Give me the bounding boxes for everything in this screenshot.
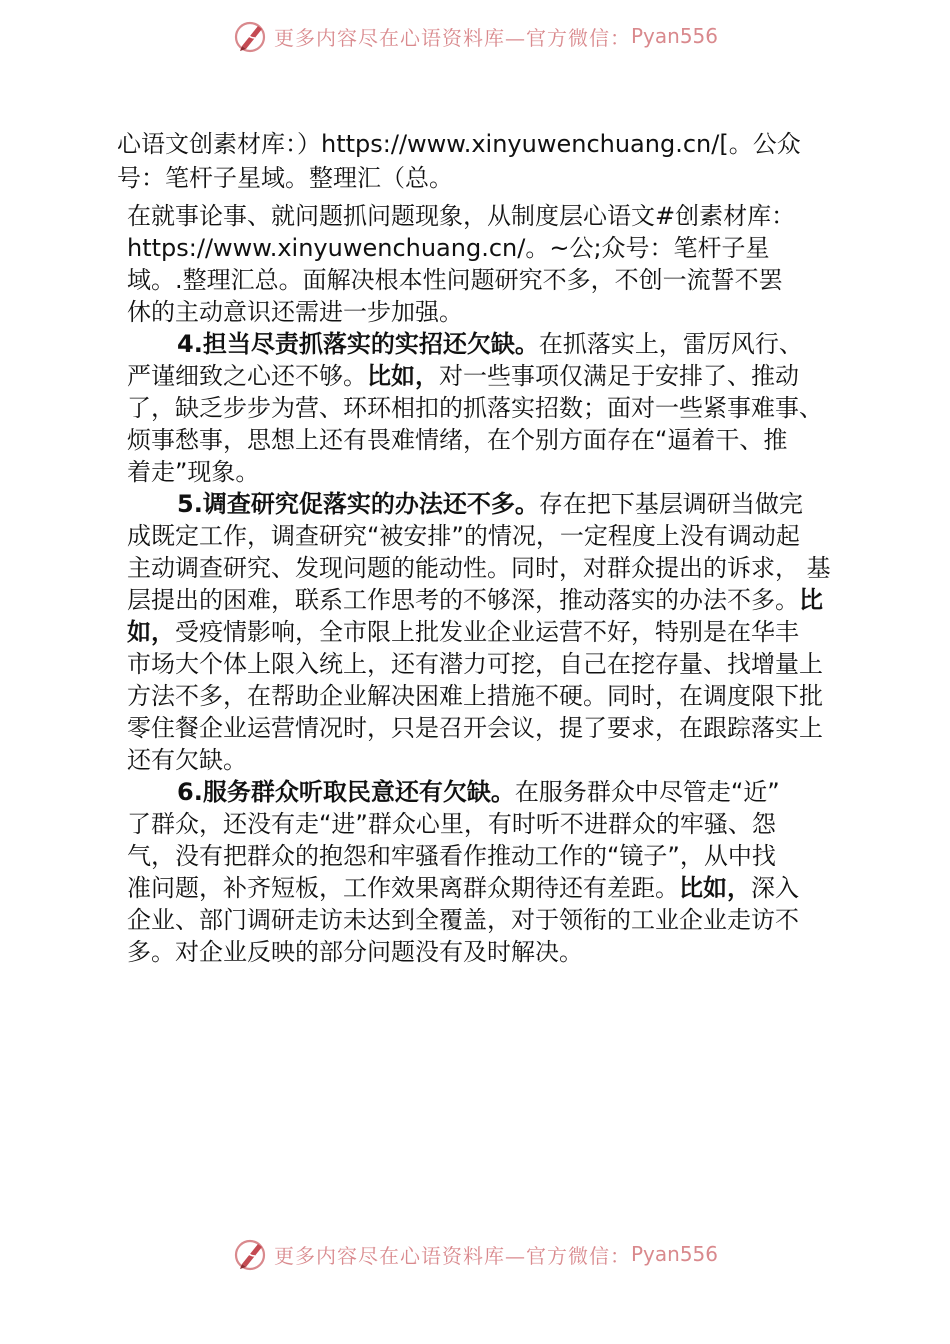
footer-watermark bbox=[0, 1234, 950, 1274]
p6-line-5: 企业、部门调研走访未达到全覆盖，对于领衔的工业企业走访不 bbox=[127, 906, 799, 934]
p3-line-1: 在就事论事、就问题抓问题现象，从制度层心语文#创素材库： bbox=[127, 202, 796, 230]
p5-example-label-a: 比 bbox=[799, 586, 823, 614]
p6-line-4: 准问题，补齐短板，工作效果离群众期待还有差距。比如，深入 bbox=[127, 874, 799, 902]
p5-line-3: 主动调查研究、发现问题的能动性。同时，对群众提出的诉求， 基 bbox=[127, 554, 831, 582]
p6-heading: 6.服务群众听取民意还有欠缺。 bbox=[177, 778, 515, 806]
pen-logo-icon bbox=[232, 18, 268, 54]
p5-line-8: 零住餐企业运营情况时，只是召开会议，提了要求，在跟踪落实上 bbox=[127, 714, 823, 742]
p4-line-5: 着走”现象。 bbox=[127, 458, 260, 486]
header-watermark bbox=[0, 16, 950, 56]
p6-line-3: 气，没有把群众的抱怨和牢骚看作推动工作的“镜子”，从中找 bbox=[127, 842, 776, 870]
header-watermark-text: 更多内容尽在心语资料库—官方微信： bbox=[273, 25, 631, 50]
footer-wechat-id: Pyan556 bbox=[630, 1242, 718, 1266]
p5-line-7: 方法不多，在帮助企业解决困难上措施不硬。同时，在调度限下批 bbox=[127, 682, 823, 710]
intro-line-2: 号：笔杆子星域。整理汇（总。 bbox=[117, 164, 453, 192]
p5-line-9: 还有欠缺。 bbox=[127, 746, 247, 774]
p6-line-6: 多。对企业反映的部分问题没有及时解决。 bbox=[127, 938, 583, 966]
p5-example-label-b: 如， bbox=[127, 618, 175, 646]
p5-line-4: 层提出的困难，联系工作思考的不够深，推动落实的办法不多。比 bbox=[127, 586, 823, 614]
p6-line-2: 了群众，还没有走“进”群众心里，有时听不进群众的牢骚、怨 bbox=[127, 810, 776, 838]
header-wechat-id: Pyan556 bbox=[630, 24, 718, 48]
p4-heading: 4.担当尽责抓落实的实招还欠缺。 bbox=[177, 330, 539, 358]
p4-example-label: 比如， bbox=[367, 362, 439, 390]
p4-line-4: 烦事愁事，思想上还有畏难情绪，在个别方面存在“逼着干、推 bbox=[127, 426, 788, 454]
p3-line-2: https://www.xinyuwenchuang.cn/。~公;众号：笔杆子星 bbox=[127, 234, 770, 262]
footer-watermark-text: 更多内容尽在心语资料库—官方微信： bbox=[273, 1243, 631, 1268]
p6-example-label: 比如， bbox=[679, 874, 751, 902]
p6-line-1: 6.服务群众听取民意还有欠缺。在服务群众中尽管走“近” bbox=[177, 778, 780, 806]
p4-line-3: 了，缺乏步步为营、环环相扣的抓落实招数；面对一些紧事难事、 bbox=[127, 394, 823, 422]
p5-heading: 5.调查研究促落实的办法还不多。 bbox=[177, 490, 539, 518]
p5-line-6: 市场大个体上限入统上，还有潜力可挖，自己在挖存量、找增量上 bbox=[127, 650, 823, 678]
p4-line-1: 4.担当尽责抓落实的实招还欠缺。在抓落实上，雷厉风行、 bbox=[177, 330, 803, 358]
intro-line-1: 心语文创素材库：）https://www.xinyuwenchuang.cn/[。公众 bbox=[117, 130, 801, 158]
p3-line-3: 域。.整理汇总。面解决根本性问题研究不多，不创一流誓不罢 bbox=[127, 266, 783, 294]
p5-line-5: 如，受疫情影响，全市限上批发业企业运营不好，特别是在华丰 bbox=[127, 618, 799, 646]
p4-line-2: 严谨细致之心还不够。比如，对一些事项仅满足于安排了、推动 bbox=[127, 362, 799, 390]
p5-line-1: 5.调查研究促落实的办法还不多。存在把下基层调研当做完 bbox=[177, 490, 803, 518]
p3-line-4: 休的主动意识还需进一步加强。 bbox=[127, 298, 463, 326]
pen-logo-icon bbox=[232, 1236, 268, 1272]
p5-line-2: 成既定工作，调查研究“被安排”的情况，一定程度上没有调动起 bbox=[127, 522, 800, 550]
